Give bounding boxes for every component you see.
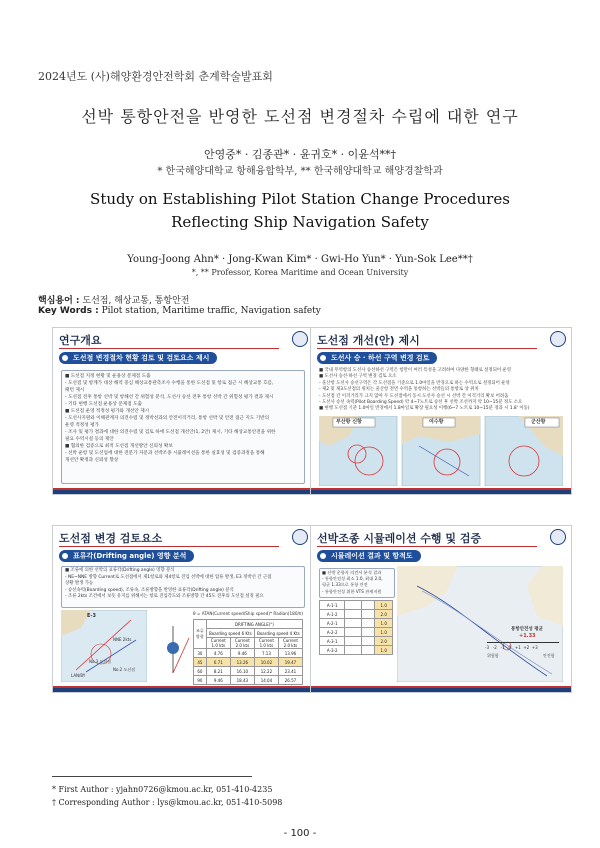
slide-review-factors xyxy=(52,525,314,693)
university-logo-icon xyxy=(292,331,308,347)
safety-scale-axis xyxy=(487,642,559,643)
chart-label-current: NNE 2kts xyxy=(113,637,132,642)
keywords-korean xyxy=(38,293,189,306)
slide-research-overview xyxy=(52,327,314,495)
vector-diagram xyxy=(151,618,195,678)
scale-right-label: 안전함 xyxy=(543,653,555,658)
map-label-gunsan: 군산항 xyxy=(531,419,546,425)
scale-left-label: 위험함 xyxy=(487,653,499,658)
slide-title: 연구개요 xyxy=(59,334,102,347)
page-number: - 100 - xyxy=(283,828,317,839)
title-en-line-2: Reflecting Ship Navigation Safety xyxy=(171,213,429,231)
trajectory-map-figure xyxy=(397,566,563,682)
slide-subtitle: 도선점 변경절차 현황 검토 및 검토요소 제시 xyxy=(59,352,217,364)
table-row: A-3-1 2.0 xyxy=(320,637,393,646)
authors-korean: 안영중* · 김종관* · 윤귀호* · 이윤석**† xyxy=(204,148,396,161)
slide-bullets: ■ 국내 무역항의 도선사 승선하선 구역은 항만이 여러 특성을 고려하여 다양한 형태로 설정되어 운영 ■ 도선사 승선·하선 구역 변경 검토 요소 - 울산항 도선사 승선구역은 각 도선점을 기준으로 1.0마일을 반경으로 하는 수역으로 설정되어 운영 - 제2 및 제3도선점의 위치는 울산항 전면 수역을 통항하는 선박들의 통항로 상 위치 - 도선점 간 이격거리가 크지 않아 두 도선점에서 동시 도선사 승선 시 선박 간 이격거리 확보 어려움 - 도선사 승선 속력(Pilot Boarding Speed) 약 4~7노트로 승선 후 선박 조선까지 약 10~15분 정도 소요 ■ 현행 도선점 기준 1.0마일 반경에서 1.8마일로 확장 필요성 이행(6~7 노트로 10~15분 경과 시 1.8' 이동) xyxy=(319,368,530,412)
keywords-english xyxy=(38,306,321,316)
safety-scale-label: 통항안전성 평균 xyxy=(511,627,543,632)
slide-subtitle: 도선사 승 · 하선 구역 변경 검토 xyxy=(317,352,437,364)
slide-simulation xyxy=(310,525,572,693)
university-logo-icon xyxy=(550,331,566,347)
university-logo-icon xyxy=(292,529,308,545)
slide-subtitle: 시뮬레이션 결과 및 항적도 xyxy=(317,550,421,562)
table-row: A-1-2 2.0 xyxy=(320,610,393,619)
drifting-formula: θ = ATAN(Current speed/Ship speed)* Radian(180/π) xyxy=(193,611,304,616)
slide-pilot-station-improvement xyxy=(310,327,572,495)
keywords-english-value: Pilot station, Maritime traffic, Navigation safety xyxy=(101,306,321,316)
table-row: 90 9.46 18.43 14.04 26.57 xyxy=(194,676,303,685)
affiliation-english: *, ** Professor, Korea Maritime and Ocean University xyxy=(191,268,409,277)
slide-subtitle: 표류각(Drifting angle) 영향 분석 xyxy=(59,550,194,562)
table-row: A-2-1 1.0 xyxy=(320,619,393,628)
port-maps-figure xyxy=(319,416,563,486)
footnote-corresponding-author: † Corresponding Author : lys@kmou.ac.kr, 051-410-5098 xyxy=(52,798,283,807)
keywords-english-label: Key Words : xyxy=(38,306,99,316)
slide-title: 도선점 개선(안) 제시 xyxy=(317,334,420,347)
title-en-line-1: Study on Establishing Pilot Station Change Procedures xyxy=(90,190,510,208)
safety-scale-value: +1.33 xyxy=(519,633,536,639)
chart-label-lanby: LAN/BY xyxy=(71,673,86,678)
footnote-divider xyxy=(52,776,252,777)
authors-english: Young-Joong Ahn* · Jong-Kwan Kim* · Gwi-Ho Yun* · Yun-Sok Lee**† xyxy=(127,254,473,265)
simulation-result-table xyxy=(319,600,393,655)
paper-title-english xyxy=(0,188,600,234)
map-label-busan: 부산항 신항 xyxy=(336,419,362,425)
table-row: A-1-1 1.0 xyxy=(320,601,393,610)
chart-label-e3: E-3 xyxy=(87,613,96,619)
footnote-first-author: * First Author : yjahn0726@kmou.ac.kr, 051-410-4235 xyxy=(52,785,273,794)
chart-label-no2: No.2 도선점 xyxy=(113,667,136,672)
paper-title-korean: 선박 통항안전을 반영한 도선점 변경절차 수립에 대한 연구 xyxy=(81,107,519,126)
drifting-angle-table: 조류 방향 DRIFTING ANGLE(°) Boarding speed 6 Kts Boarding speed 4 Kts Current 1.0 kts Current 2.0 kts Current 1.0 kts Current 2.0 kts 30 4.76 9.46 7.13 13.96 45 6.71 13.26 10.02 19.47 60 8.21 16.10 12.22 23.41 90 9.46 18.43 14.04 26.57 xyxy=(193,619,303,685)
table-row: A-2-2 1.0 xyxy=(320,628,393,637)
table-row: 45 6.71 13.26 10.02 19.47 xyxy=(194,658,303,667)
slide-bullets: ■ 선박 운항자 의견서 분석 결과 - 통항안전성 최소 1.0, 최대 2.0, 평균 1.33으로 통항 안전 - 통항안전성 위한 VTS 관제지원 xyxy=(322,570,383,594)
table-row: 60 8.21 16.10 12.22 23.41 xyxy=(194,667,303,676)
map-label-yeosu: 여수항 xyxy=(429,419,444,425)
table-row: A-3-2 1.0 xyxy=(320,646,393,655)
university-logo-icon xyxy=(550,529,566,545)
table-row: 30 4.76 9.46 7.13 13.96 xyxy=(194,649,303,658)
slide-title: 도선점 변경 검토요소 xyxy=(59,532,163,545)
chart-label-no3: No.3 도선점 xyxy=(89,659,112,664)
keywords-korean-label: 핵심용어 : xyxy=(38,296,80,306)
affiliation-korean: * 한국해양대학교 항해융합학부, ** 한국해양대학교 해양경찰학과 xyxy=(157,166,443,177)
conference-name: 2024년도 (사)해양환경안전학회 춘계학술발표회 xyxy=(38,70,273,83)
safety-scale-ticks: -3 -2 -1 0 +1 +2 +3 xyxy=(485,645,538,650)
keywords-korean-value: 도선점, 해상교통, 통항안전 xyxy=(82,296,190,306)
slide-bullets: ■ 도선점 지정 현황 및 운용상 문제점 도출 - 도선점 및 항계가 대상 해역 중심 해상교통관측조사 수행을 통한 도선점 및 항로 접근 시 해상교통 흐름, 패턴 제시 - 도선점 전후 통항 선박 및 항해선 간 위험성 분석, 도선사 승선 전후 통항 선박 간 위험성 평가 결과 제시 - 기타 현행 도선점 운용상 문제점 도출 ■ 도선점 운영 적정성 평가와 개선안 제시 - 도선사지원와 이해관계자 의견수렴 및 정박선과의 안전이격거리, 통항 선박 및 안전 접근 지도 기반의 운영 적정성 평가 - 조사 및 평가 결과에 대한 의견수렴 및 검토 하에 도선점 개선안(1, 2안) 제시, 기타 해상교통안전을 위한 필요 수역시설 등의 제안 ■ 협의한 검증으로 최적 도선점 개선방안 신뢰성 확보 - 선박 운항 및 도선업에 대한 전문가 자문과 선박조종 시뮬레이션을 통한 실효성 및 검증과정을 통해 개선안 확정과 신뢰성 향상 xyxy=(65,374,276,463)
slide-title: 선박조종 시뮬레이션 수행 및 검증 xyxy=(317,532,482,545)
slide-bullets: ■ 조류에 의한 선박의 표류각(Drifting angle) 영향 분석 - NE~NNE 방향 Current로 도선점에서 제1항로와 제4항로 진입 선박에 대한 압류 발생, E3 정박선 간 근접 상황 발생 가능 - 승선속력(Boarding speed), 조류속, 조류방향을 반영한 표류각(Drifting angle) 분석 - 조류 2kts 조건에서 보듯 유지를 위해서는 항로 진입각도와 조류방향 간 45도 전후의 도선점 설정 필요 xyxy=(65,568,272,600)
